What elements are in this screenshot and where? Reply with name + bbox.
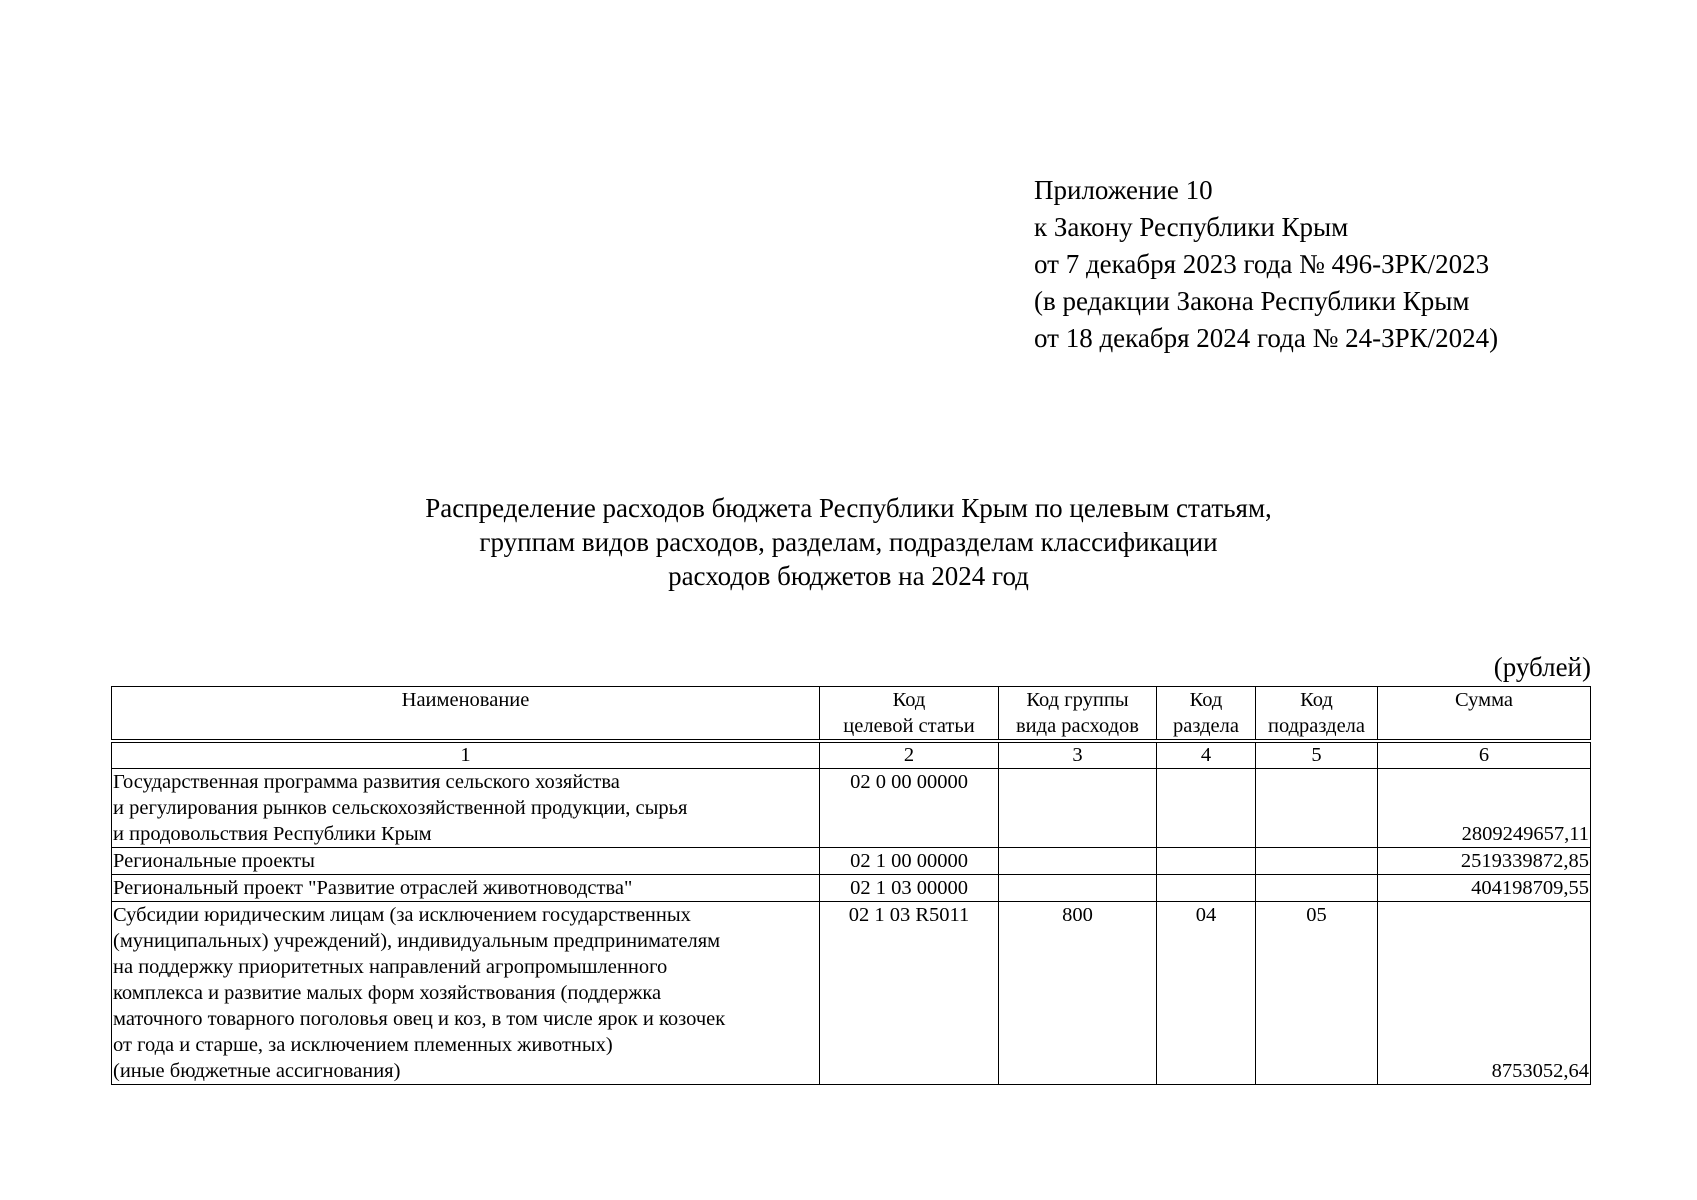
row-name: Региональные проекты <box>112 848 820 875</box>
header-section: Код раздела <box>1157 687 1256 740</box>
header-amount: Сумма <box>1378 687 1591 740</box>
table-header-row <box>112 687 1591 740</box>
row-name: Государственная программа развития сельского хозяйства и регулирования рынков сельскохозяйственной продукции, сырья и продовольствия Республики Крым <box>112 769 820 848</box>
appendix-line: (в редакции Закона Республики Крым <box>1034 286 1470 316</box>
row-expense-group: 800 <box>999 902 1157 1085</box>
appendix-line: от 7 декабря 2023 года № 496-ЗРК/2023 <box>1034 249 1490 279</box>
column-number: 2 <box>820 743 999 769</box>
appendix-line: от 18 декабря 2024 года № 24-ЗРК/2024) <box>1034 323 1499 353</box>
row-subsection <box>1256 875 1378 902</box>
header-expense-group: Код группы вида расходов <box>999 687 1157 740</box>
title-line: группам видов расходов, разделам, подразделам классификации <box>479 527 1218 557</box>
column-number: 4 <box>1157 743 1256 769</box>
row-section <box>1157 769 1256 848</box>
table-row <box>112 875 1591 902</box>
row-subsection <box>1256 769 1378 848</box>
row-name: Региональный проект "Развитие отраслей животноводства" <box>112 875 820 902</box>
budget-table <box>111 686 1591 1085</box>
title-line: расходов бюджетов на 2024 год <box>668 561 1029 591</box>
header-subsection: Код подраздела <box>1256 687 1378 740</box>
table-row <box>112 848 1591 875</box>
column-number-row <box>112 743 1591 769</box>
row-name: Субсидии юридическим лицам (за исключением государственных (муниципальных) учреждений), индивидуальным предпринимателям на поддержку приоритетных направлений агропромышленного комплекса и развитие малых форм хозяйствования (поддержка маточного товарного поголовья овец и коз, в том числе ярок и козочек от года и старше, за исключением племенных животных) (иные бюджетные ассигнования) <box>112 902 820 1085</box>
column-number: 5 <box>1256 743 1378 769</box>
column-number: 3 <box>999 743 1157 769</box>
document-title <box>0 491 1697 593</box>
header-name: Наименование <box>112 687 820 740</box>
row-section <box>1157 875 1256 902</box>
row-target-code: 02 1 03 R5011 <box>820 902 999 1085</box>
row-expense-group <box>999 875 1157 902</box>
appendix-line: к Закону Республики Крым <box>1034 212 1349 242</box>
row-amount: 2519339872,85 <box>1378 848 1591 875</box>
currency-unit: (рублей) <box>1493 652 1591 682</box>
row-section: 04 <box>1157 902 1256 1085</box>
row-amount: 404198709,55 <box>1378 875 1591 902</box>
row-subsection <box>1256 848 1378 875</box>
row-expense-group <box>999 769 1157 848</box>
appendix-note <box>1034 172 1498 357</box>
row-expense-group <box>999 848 1157 875</box>
title-line: Распределение расходов бюджета Республики Крым по целевым статьям, <box>425 493 1272 523</box>
row-target-code: 02 0 00 00000 <box>820 769 999 848</box>
column-number: 1 <box>112 743 820 769</box>
row-section <box>1157 848 1256 875</box>
row-amount: 8753052,64 <box>1378 902 1591 1085</box>
appendix-line: Приложение 10 <box>1034 175 1213 205</box>
column-number: 6 <box>1378 743 1591 769</box>
table-row <box>112 769 1591 848</box>
header-target-code: Код целевой статьи <box>820 687 999 740</box>
row-subsection: 05 <box>1256 902 1378 1085</box>
row-amount: 2809249657,11 <box>1378 769 1591 848</box>
table-row <box>112 902 1591 1085</box>
row-target-code: 02 1 00 00000 <box>820 848 999 875</box>
row-target-code: 02 1 03 00000 <box>820 875 999 902</box>
